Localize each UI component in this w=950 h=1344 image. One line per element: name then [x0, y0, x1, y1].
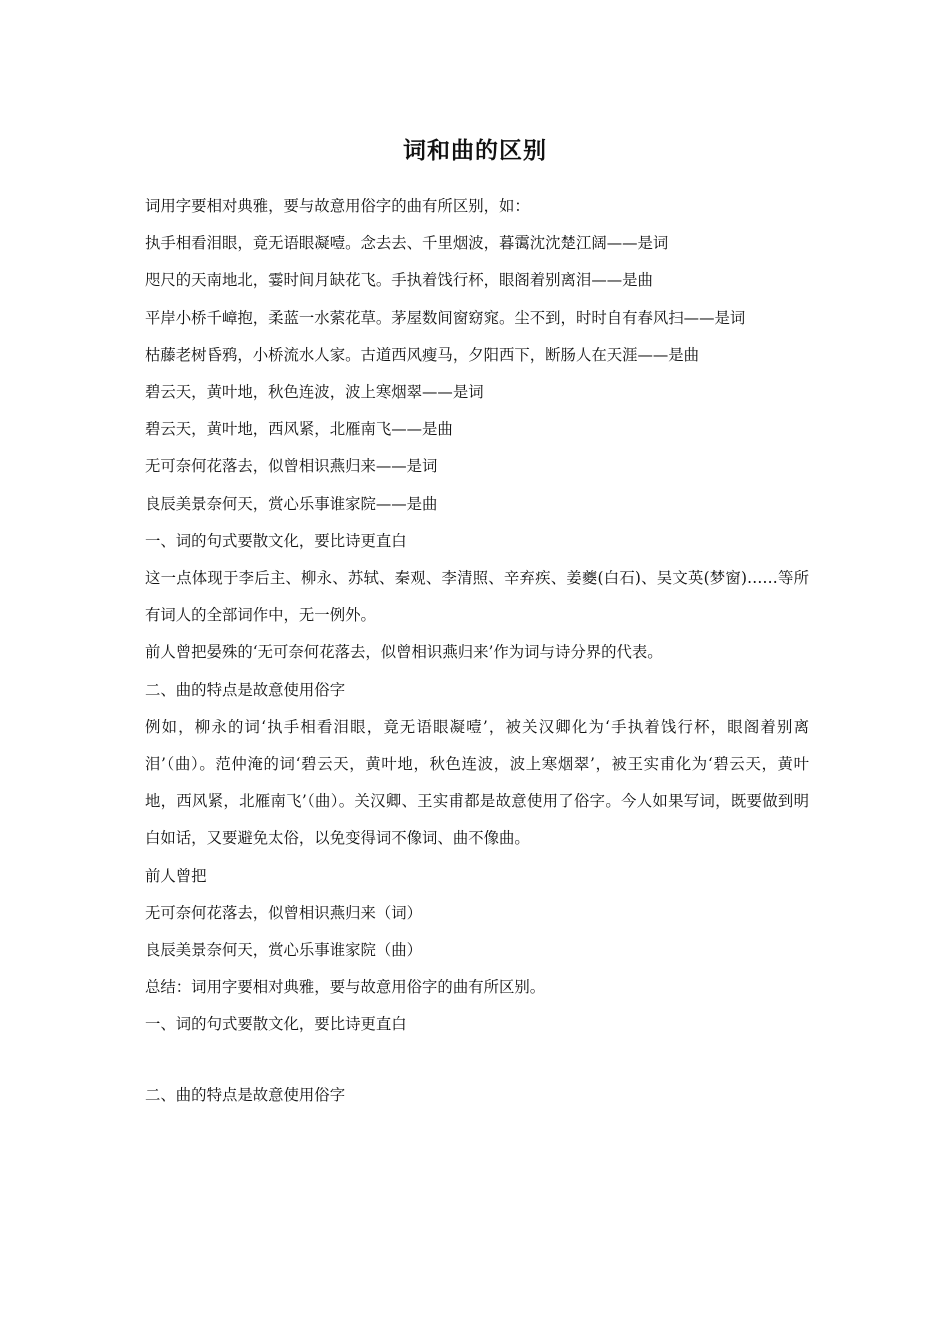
- paragraph: 前人曾把: [145, 866, 207, 885]
- section-heading: 二、曲的特点是故意使用俗字: [145, 680, 346, 699]
- paragraph: 这一点体现于李后主、柳永、苏轼、秦观、李清照、辛弃疾、姜夔(白石)、吴文英(梦窗)……等所有词人的全部词作中，无一例外。: [145, 569, 809, 625]
- paragraph: 碧云天，黄叶地，秋色连波，波上寒烟翠——是词: [145, 383, 484, 402]
- summary-point: 一、词的句式要散文化，要比诗更直白: [145, 1015, 407, 1034]
- paragraph: 无可奈何花落去，似曾相识燕归来（词）: [145, 903, 423, 922]
- document-body: [145, 188, 809, 1114]
- justified-block: [145, 709, 809, 858]
- paragraph: 平岸小桥千嶂抱，柔蓝一水萦花草。茅屋数间窗窈窕。尘不到，时时自有春风扫——是词: [145, 308, 746, 327]
- paragraph: 例如，柳永的词‘执手相看泪眼，竟无语眼凝噎’，被关汉卿化为‘手执着饯行杯，眼阁着别离泪’（曲）。范仲淹的词‘碧云天，黄叶地，秋色连波，波上寒烟翠’，被王实甫化为‘碧云天，黄叶地，西风紧，北雁南飞’（曲）。关汉卿、王实甫都是故意使用了俗字。今人如果写词，既要做到明白如话，又要避免太俗，以免变得词不像词、曲不像曲。: [145, 717, 809, 848]
- paragraph: 执手相看泪眼，竟无语眼凝噎。念去去、千里烟波，暮霭沈沈楚江阔——是词: [145, 234, 669, 253]
- spacer: [145, 1044, 809, 1077]
- paragraph: 词用字要相对典雅，要与故意用俗字的曲有所区别，如：: [145, 197, 530, 215]
- paragraph: 前人曾把晏殊的‘无可奈何花落去，似曾相识燕归来’作为词与诗分界的代表。: [145, 643, 663, 662]
- paragraph: 良辰美景奈何天，赏心乐事谁家院（曲）: [145, 941, 423, 960]
- document-title: 词和曲的区别: [403, 138, 547, 164]
- justified-block: [145, 560, 809, 634]
- section-heading: 一、词的句式要散文化，要比诗更直白: [145, 531, 407, 550]
- summary-point: 二、曲的特点是故意使用俗字: [145, 1085, 346, 1104]
- paragraph: 咫尺的天南地北，霎时间月缺花飞。手执着饯行杯，眼阁着别离泪——是曲: [145, 271, 653, 290]
- paragraph: 无可奈何花落去，似曾相识燕归来——是词: [145, 457, 438, 476]
- summary-paragraph: 总结：词用字要相对典雅，要与故意用俗字的曲有所区别。: [145, 978, 546, 997]
- paragraph: 良辰美景奈何天，赏心乐事谁家院——是曲: [145, 494, 438, 513]
- paragraph: 碧云天，黄叶地，西风紧，北雁南飞——是曲: [145, 420, 453, 439]
- paragraph: 枯藤老树昏鸦，小桥流水人家。古道西风瘦马，夕阳西下，断肠人在天涯——是曲: [145, 345, 700, 364]
